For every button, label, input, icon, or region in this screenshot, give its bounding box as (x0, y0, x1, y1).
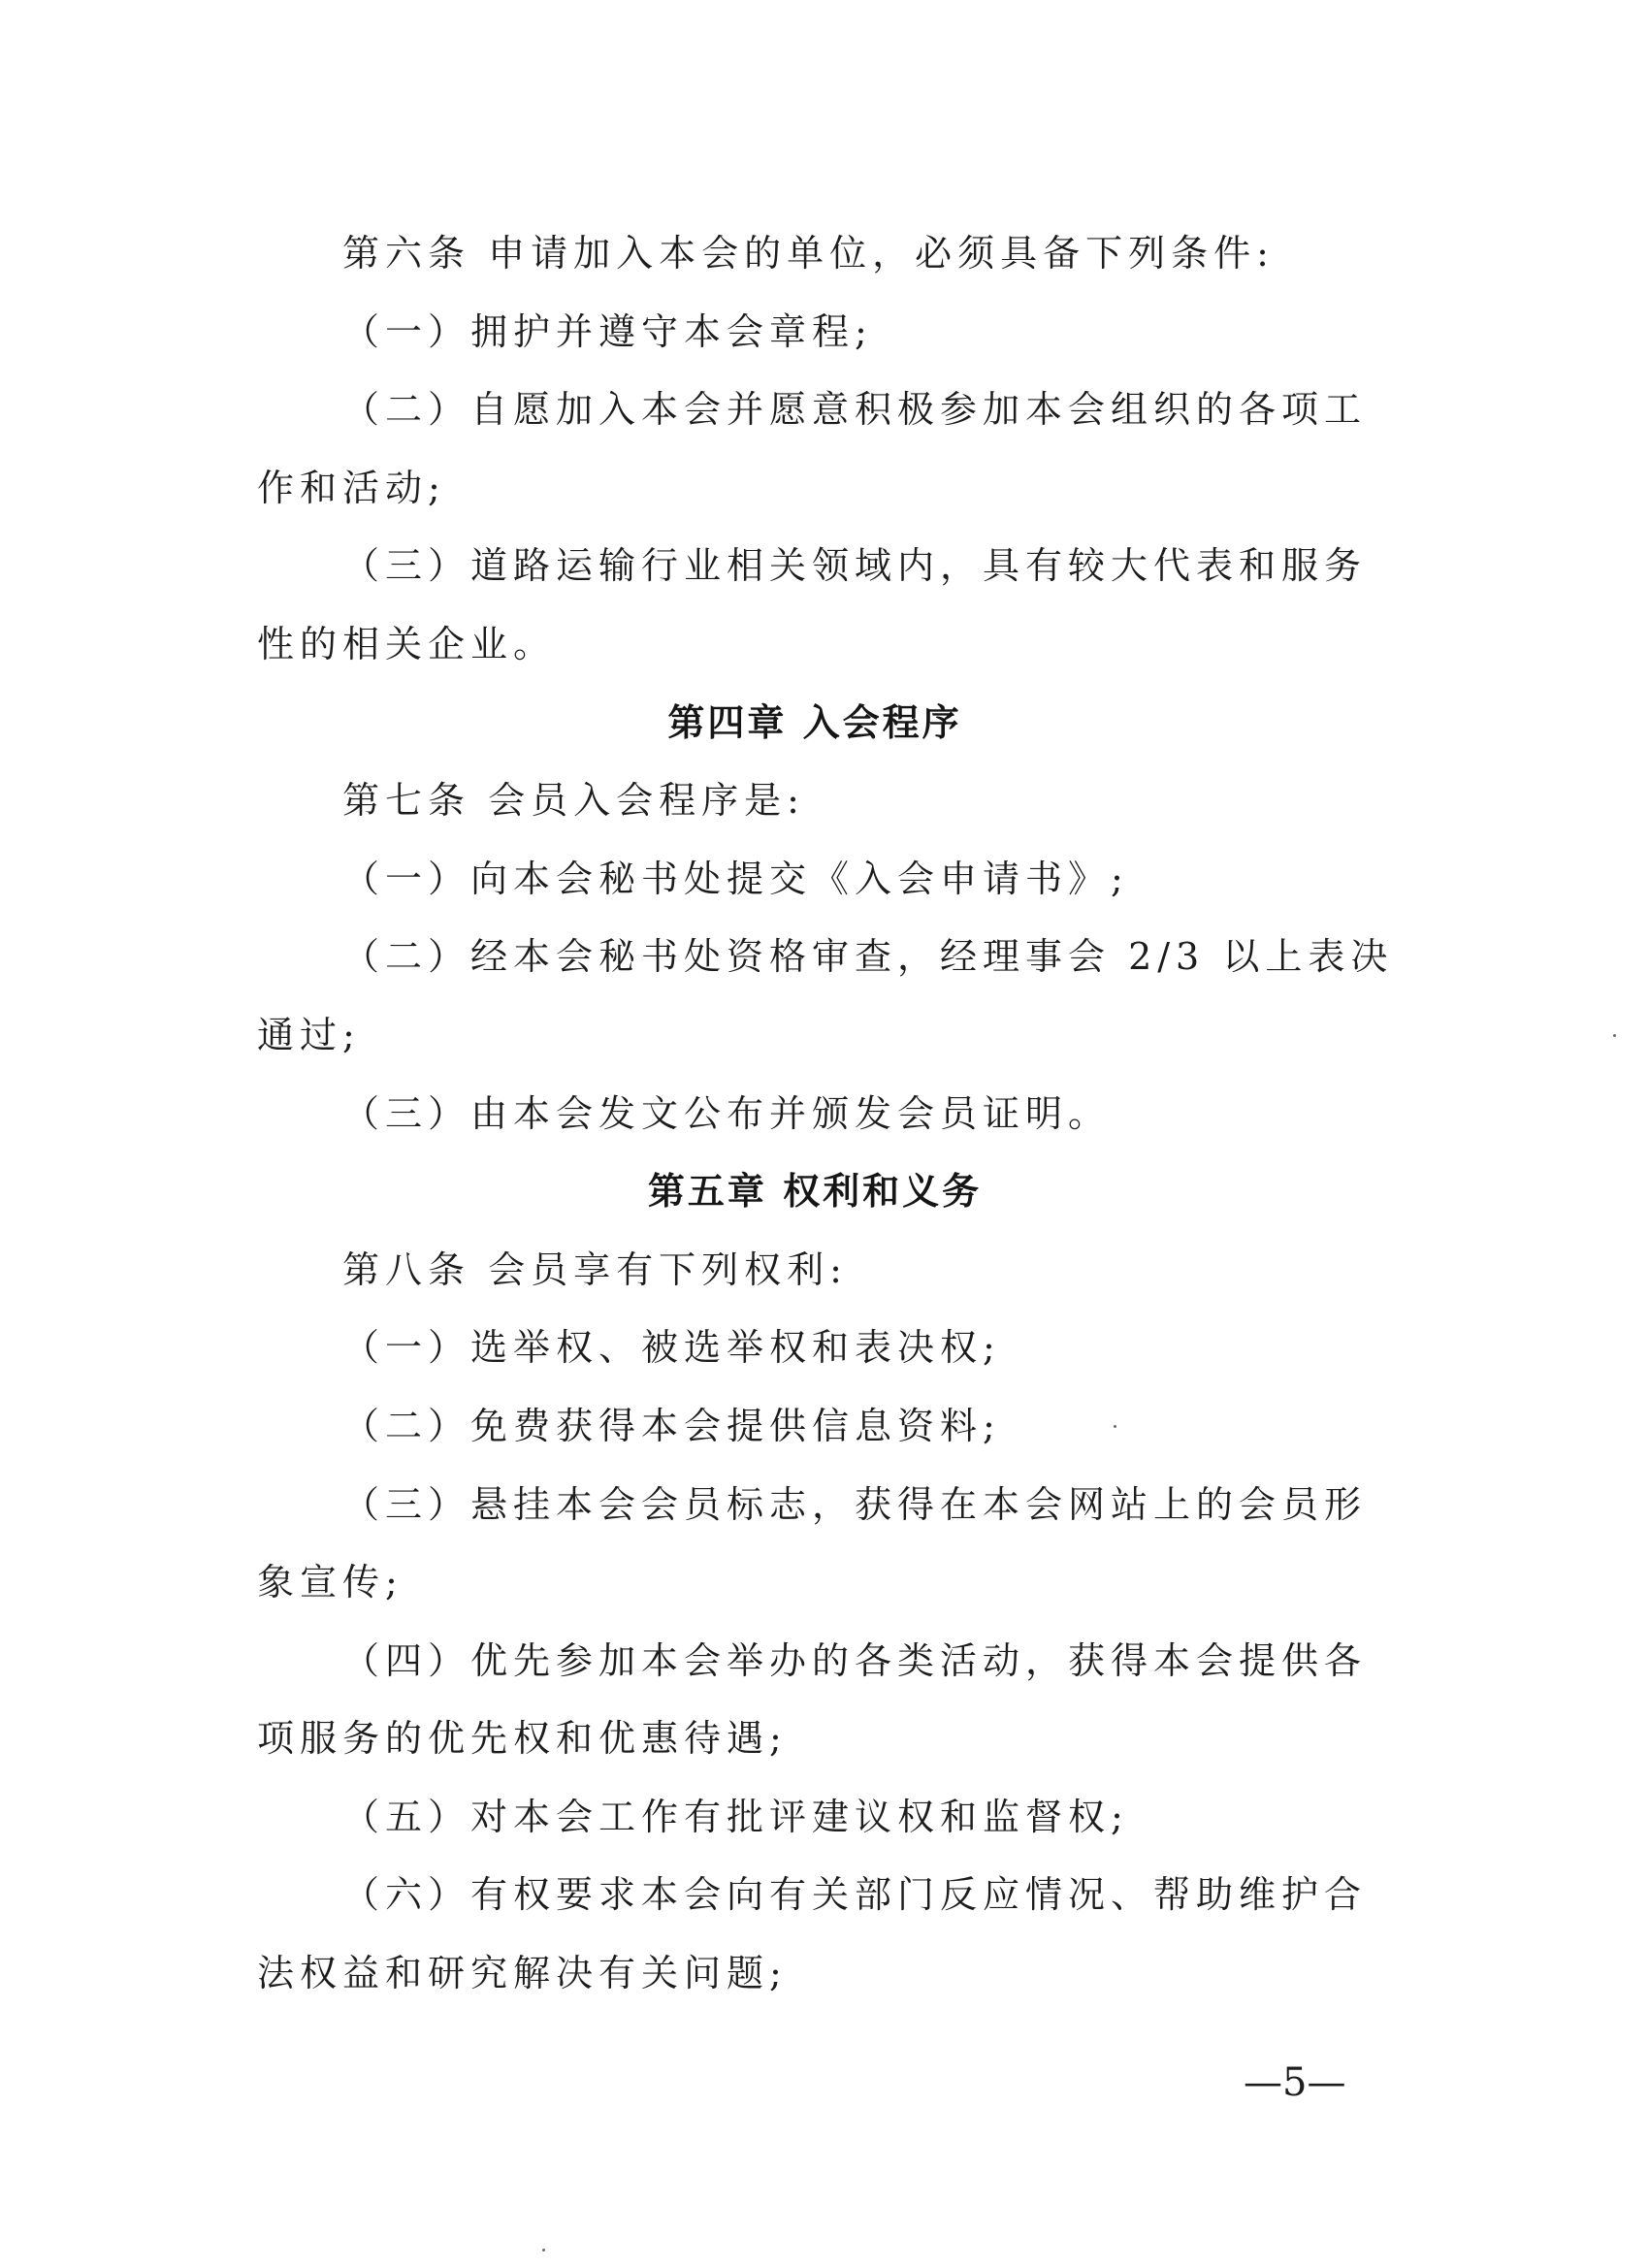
article-8-item-1: （一）选举权、被选举权和表决权; (342, 1326, 1001, 1370)
document-body (257, 214, 1394, 2013)
article-6-item-3-line-1: （三）道路运输行业相关领域内，具有较大代表和服务 (342, 544, 1368, 588)
article-8-item-5: （五）对本会工作有批评建议权和监督权; (342, 1795, 1129, 1838)
scan-speck (1114, 1425, 1116, 1428)
chapter-5-heading: 第五章 权利和义务 (647, 1170, 983, 1214)
article-8-item-2: （二）免费获得本会提供信息资料; (342, 1404, 1001, 1447)
article-6-item-2-line-2: 作和活动; (257, 466, 446, 509)
article-8-item-4-line-2: 项服务的优先权和优惠待遇; (257, 1717, 788, 1761)
article-8-item-6-line-2: 法权益和研究解决有关问题; (257, 1952, 788, 1995)
article-7-item-2-line-1: （二）经本会秘书处资格审查，经理事会 2/3 以上表决 (342, 935, 1394, 979)
article-6-item-2-line-1: （二）自愿加入本会并愿意积极参加本会组织的各项工 (342, 388, 1368, 432)
article-6-item-1: （一）拥护并遵守本会章程; (342, 309, 873, 353)
article-8-item-6-line-1: （六）有权要求本会向有关部门反应情况、帮助维护合 (342, 1873, 1368, 1917)
article-7-item-3: （三）由本会发文公布并颁发会员证明。 (342, 1091, 1112, 1135)
article-7-title: 第七条 会员入会程序是: (342, 779, 805, 823)
article-7-item-1: （一）向本会秘书处提交《入会申请书》; (342, 857, 1129, 900)
article-6-item-3-line-2: 性的相关企业。 (257, 622, 557, 665)
article-7-item-2-line-2: 通过; (257, 1013, 361, 1056)
page-number: —5— (1244, 2060, 1346, 2105)
article-6-title: 第六条 申请加入本会的单位，必须具备下列条件: (342, 232, 1275, 275)
scan-speck (1613, 1034, 1616, 1037)
chapter-4-heading: 第四章 入会程序 (667, 700, 962, 744)
article-8-item-3-line-1: （三）悬挂本会会员标志，获得在本会网站上的会员形 (342, 1482, 1368, 1526)
article-8-title: 第八条 会员享有下列权利: (342, 1247, 848, 1291)
article-8-item-4-line-1: （四）优先参加本会举办的各类活动，获得本会提供各 (342, 1638, 1368, 1682)
article-8-item-3-line-2: 象宣传; (257, 1561, 404, 1604)
scan-speck (542, 2249, 545, 2252)
